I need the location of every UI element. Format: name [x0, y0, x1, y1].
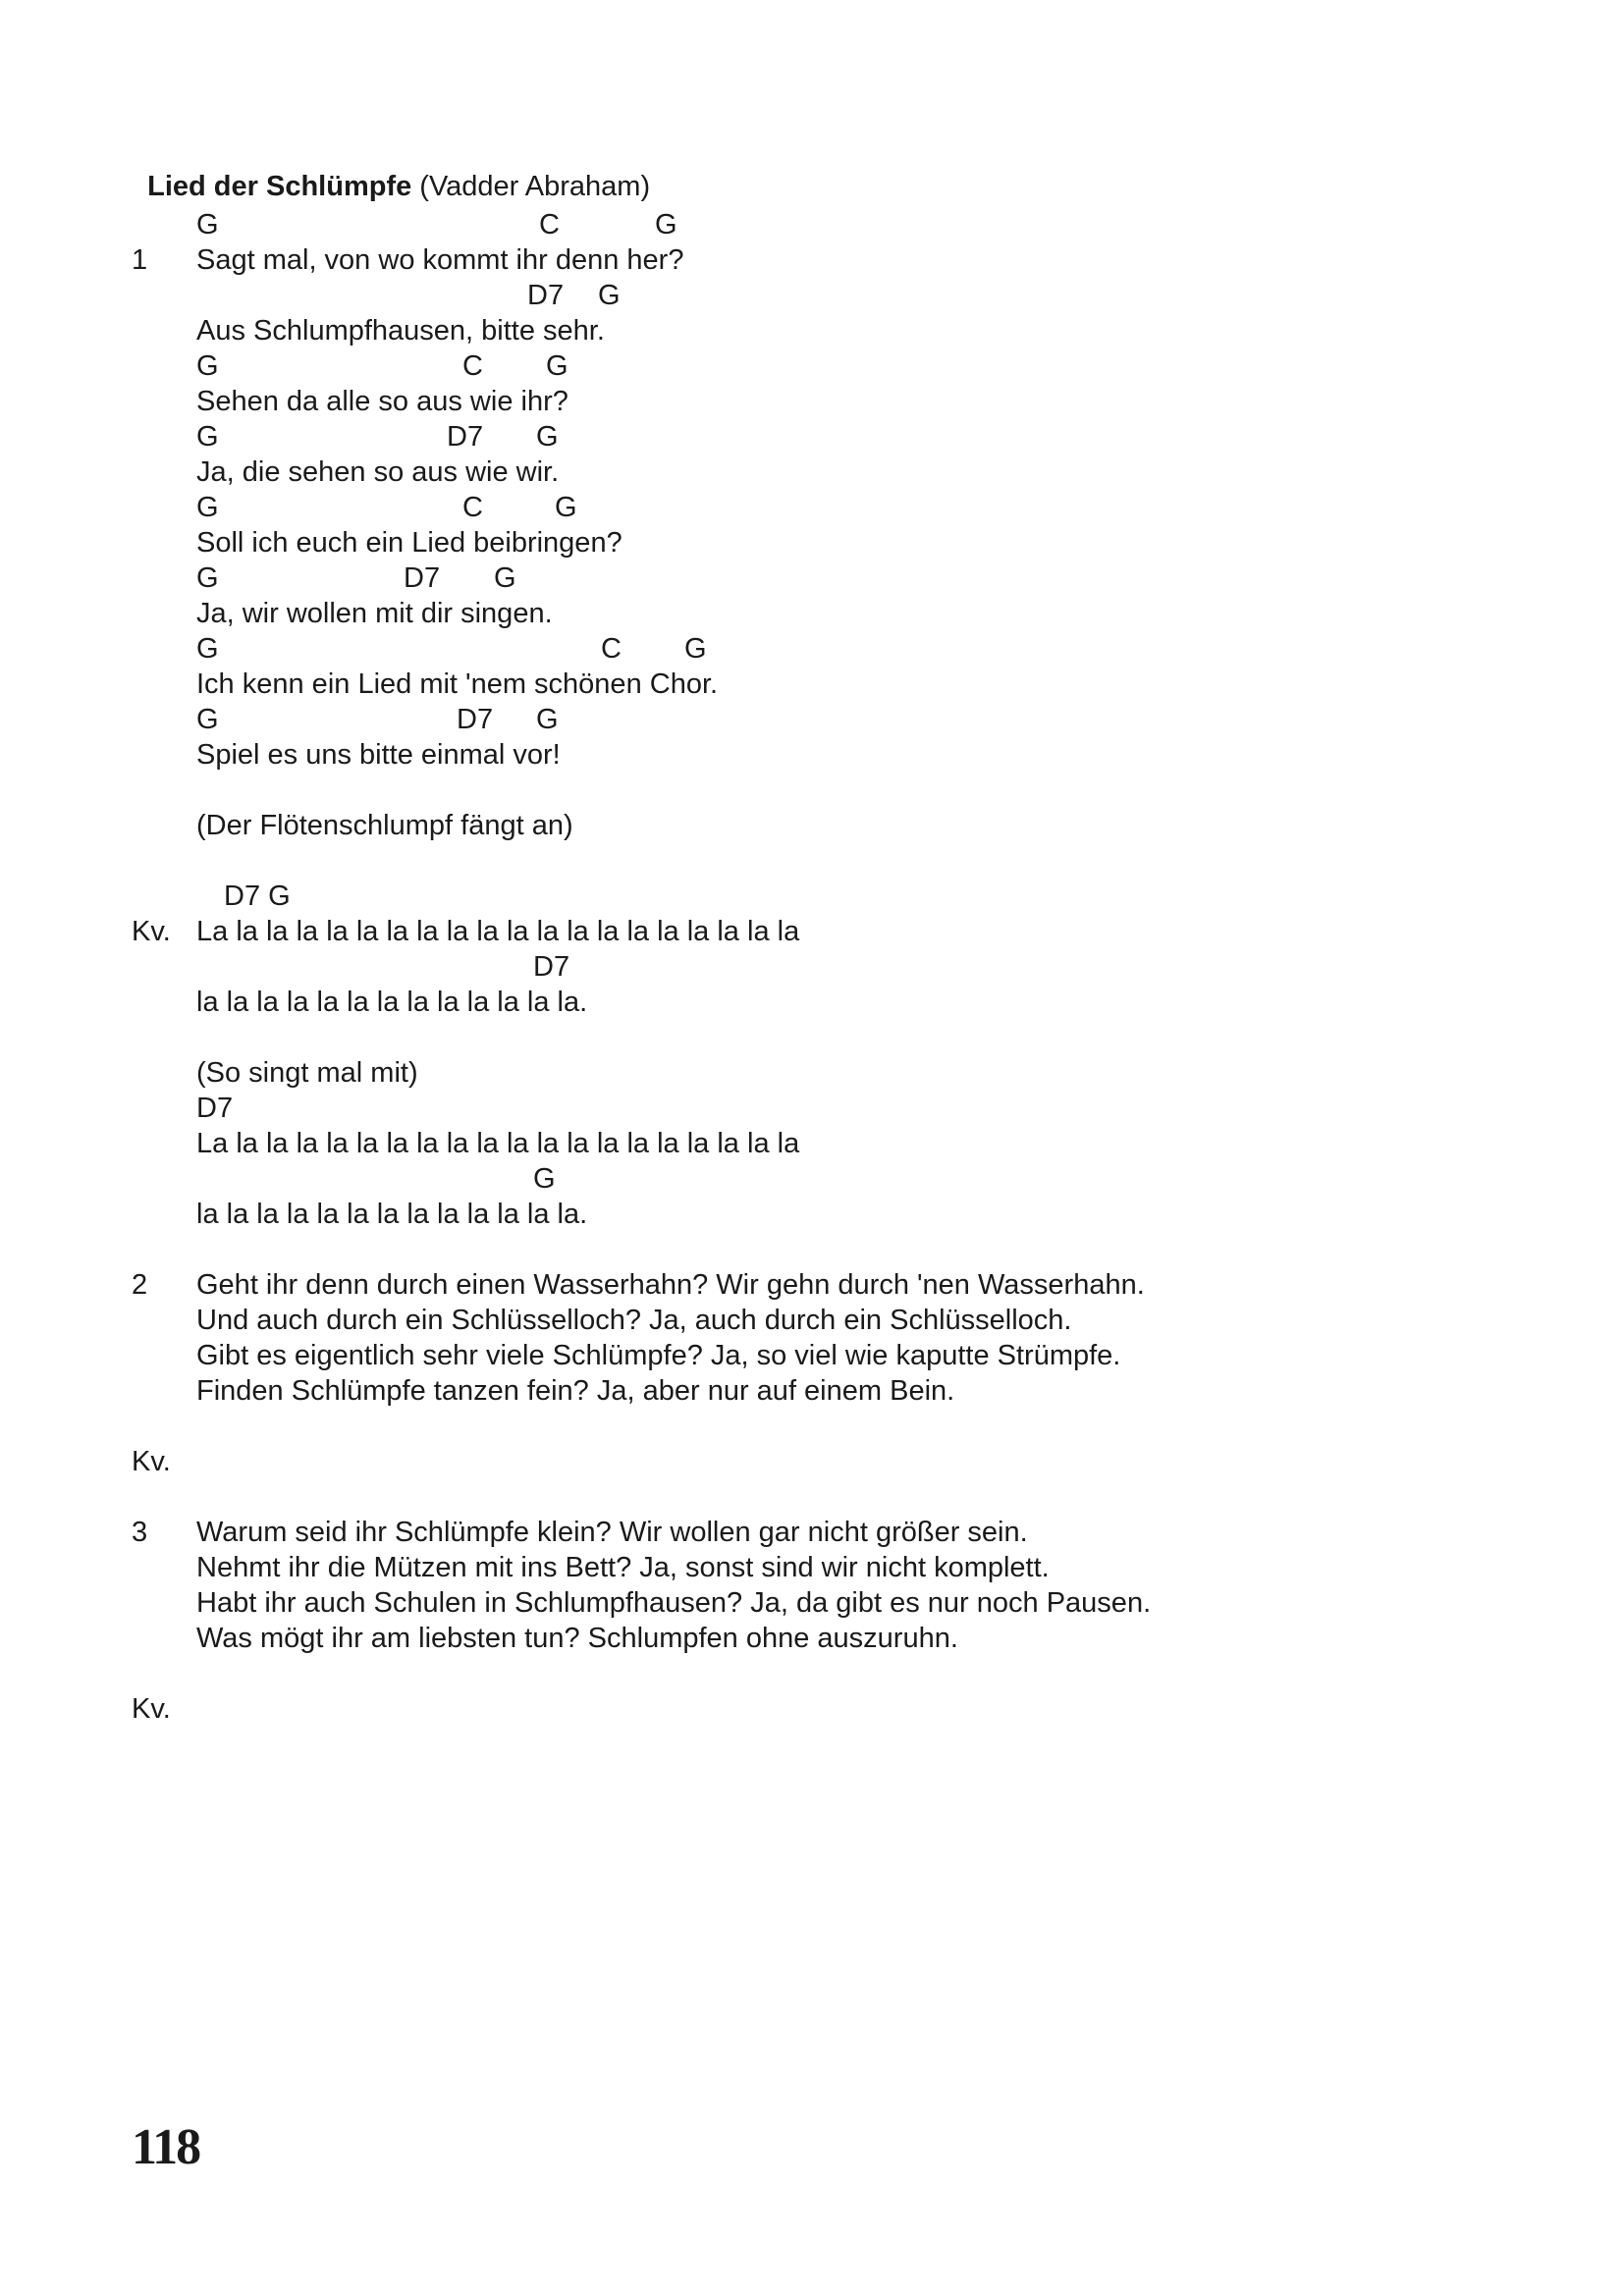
lyric-line: Warum seid ihr Schlümpfe klein? Wir wollen gar nicht größer sein.	[196, 1517, 1028, 1548]
chord: C	[539, 209, 560, 240]
chorus-label: Kv.	[132, 916, 171, 947]
chord: G	[196, 704, 219, 735]
verse-number-3: 3	[132, 1517, 148, 1548]
lyric-line: La la la la la la la la la la la la la la la la la la la la	[196, 916, 800, 947]
chord: C	[601, 633, 622, 665]
chord: D7	[527, 280, 565, 311]
chord: G	[196, 350, 219, 382]
lyric-line: Aus Schlumpfhausen, bitte sehr.	[196, 315, 605, 347]
verse-number-1: 1	[132, 244, 148, 276]
lyric-line: Geht ihr denn durch einen Wasserhahn? Wir gehn durch 'nen Wasserhahn.	[196, 1269, 1145, 1301]
song-author: (Vadder Abraham)	[419, 171, 651, 202]
chord: G	[536, 421, 559, 453]
lyric-line: Was mögt ihr am liebsten tun? Schlumpfen ohne auszuruhn.	[196, 1623, 958, 1654]
chord: G	[196, 633, 219, 665]
chord: G	[546, 350, 568, 382]
chord: C	[462, 350, 483, 382]
lyric-line: la la la la la la la la la la la la la.	[196, 1199, 588, 1230]
lyric-line: Sehen da alle so aus wie ihr?	[196, 386, 568, 417]
chord: D7	[533, 951, 570, 983]
lyric-line: la la la la la la la la la la la la la.	[196, 987, 588, 1018]
chord: G	[494, 562, 516, 594]
chord: G	[598, 280, 621, 311]
stage-note: (Der Flötenschlumpf fängt an)	[196, 810, 573, 841]
chord: G	[196, 421, 219, 453]
chorus-label: Kv.	[132, 1693, 171, 1725]
stage-note: (So singt mal mit)	[196, 1057, 418, 1089]
lyric-line: Gibt es eigentlich sehr viele Schlümpfe? Ja, so viel wie kaputte Strümpfe.	[196, 1340, 1121, 1371]
chord: G	[196, 209, 219, 240]
chorus-label: Kv.	[132, 1446, 171, 1477]
chord: G	[555, 492, 577, 523]
lyric-line: La la la la la la la la la la la la la la la la la la la la	[196, 1128, 800, 1159]
lyric-line: Spiel es uns bitte einmal vor!	[196, 739, 561, 771]
chord: D7	[447, 421, 484, 453]
chord: D7 G	[224, 881, 291, 912]
lyric-line: Ja, die sehen so aus wie wir.	[196, 456, 560, 488]
chord: G	[196, 562, 219, 594]
lyric-line: Sagt mal, von wo kommt ihr denn her?	[196, 244, 684, 276]
chord: G	[533, 1163, 556, 1195]
lyric-line: Soll ich euch ein Lied beibringen?	[196, 527, 622, 559]
song-title-main: Lied der Schlümpfe	[147, 171, 412, 202]
page-number: 118	[132, 2119, 200, 2175]
chord: G	[684, 633, 707, 665]
lyric-line: Habt ihr auch Schulen in Schlumpfhausen? Ja, da gibt es nur noch Pausen.	[196, 1587, 1152, 1619]
chord: G	[536, 704, 559, 735]
lyric-line: Ja, wir wollen mit dir singen.	[196, 598, 553, 629]
song-title	[132, 133, 650, 204]
verse-number-2: 2	[132, 1269, 148, 1301]
chord: D7	[404, 562, 441, 594]
chord: C	[462, 492, 483, 523]
chord: G	[196, 492, 219, 523]
chord: D7	[457, 704, 494, 735]
lyric-line: Und auch durch ein Schlüsselloch? Ja, auch durch ein Schlüsselloch.	[196, 1305, 1072, 1336]
lyric-line: Finden Schlümpfe tanzen fein? Ja, aber nur auf einem Bein.	[196, 1375, 955, 1407]
lyric-line: Ich kenn ein Lied mit 'nem schönen Chor.	[196, 668, 719, 700]
chord: G	[655, 209, 677, 240]
chord: D7	[196, 1093, 234, 1124]
lyric-line: Nehmt ihr die Mützen mit ins Bett? Ja, sonst sind wir nicht komplett.	[196, 1552, 1050, 1583]
